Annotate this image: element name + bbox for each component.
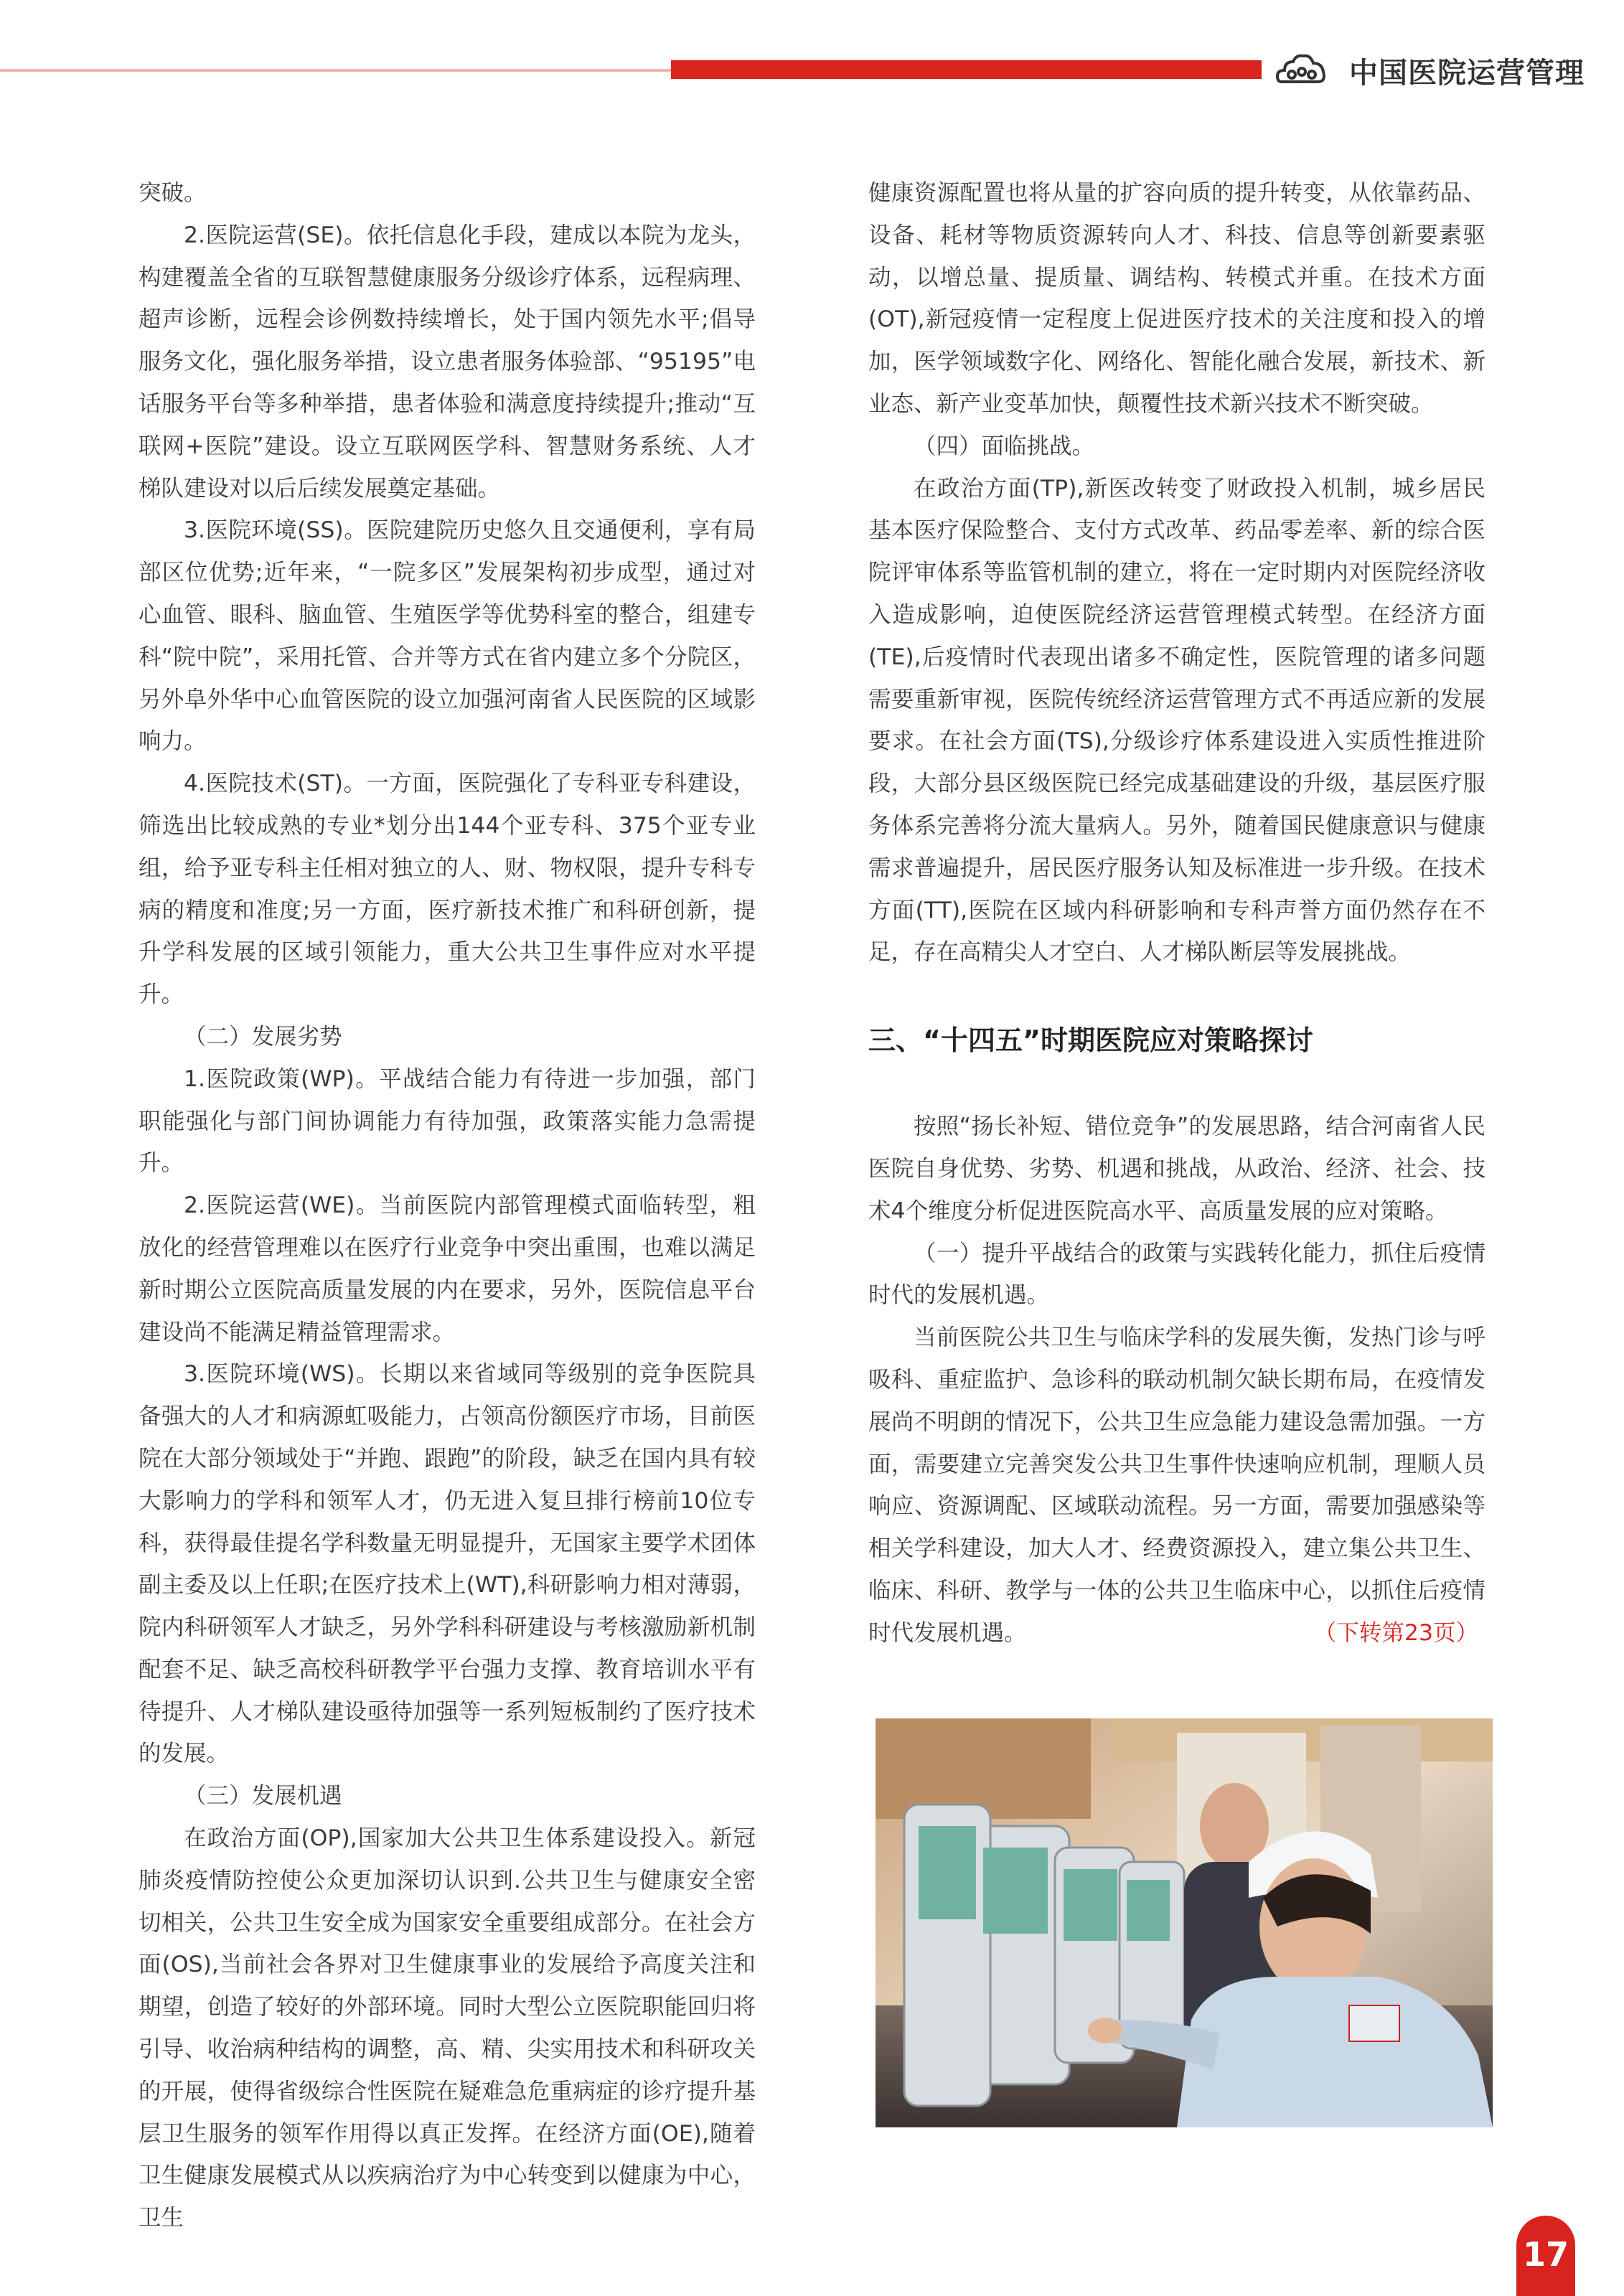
paragraph: 健康资源配置也将从量的扩容向质的提升转变，从依靠药品、设备、耗材等物质资源转向人才、科技、信息等创新要素驱动，以增总量、提质量、调结构、转模式并重。在技术方面(OT),新冠疫情一定程度上促进医疗技术的关注度和投入的增加，医学领域数字化、网络化、智能化融合发展，新技术、新业态、新产业变革加快，颠覆性技术新兴技术不断突破。 (868, 180, 1485, 417)
cloud-logo-icon (1276, 50, 1326, 89)
paragraph: 在政治方面(TP),新医改转变了财政投入机制，城乡居民基本医疗保险整合、支付方式改革、药品零差率、新的综合医院评审体系等监管机制的建立，将在一定时期内对医院经济收入造成影响，迫使医院经济运营管理模式转型。在经济方面(TE),后疫情时代表现出诸多不确定性，医院管理的诸多问题需要重新审视，医院传统经济运营管理方式不再适应新的发展要求。在社会方面(TS),分级诊疗体系建设进入实质性推进阶段，大部分县区级医院已经完成基础建设的升级，基层医疗服务体系完善将分流大量病人。另外，随着国民健康意识与健康需求普遍提升，居民医疗服务认知及标准进一步升级。在技术方面(TT),医院在区域内科研影响和专科声誉方面仍然存在不足，存在高精尖人才空白、人才梯队断层等发展挑战。 (868, 475, 1485, 966)
paragraph (868, 1317, 1485, 1654)
right-column (868, 172, 1485, 1655)
paragraph: 3.医院环境(SS)。医院建院历史悠久且交通便利，享有局部区位优势;近年来，“一院多区”发展架构初步成型，通过对心血管、眼科、脑血管、生殖医学等优势科室的整合，组建专科“院中院”，采用托管、合并等方式在省内建立多个分院区，另外阜外华中心血管医院的设立加强河南省人民医院的区域影响力。 (139, 517, 756, 755)
paragraph: （一）提升平战结合的政策与实践转化能力，抓住后疫情时代的发展机遇。 (868, 1240, 1485, 1309)
journal-title: 中国医院运营管理 (1349, 57, 1585, 90)
section-title: 三、“十四五”时期医院应对策略探讨 (868, 1025, 1313, 1057)
subheading: （二）发展劣势 (184, 1023, 342, 1050)
paragraph: 3.医院环境(WS)。长期以来省域同等级别的竞争医院具备强大的人才和病源虹吸能力，占领高份额医疗市场，目前医院在大部分领域处于“并跑、跟跑”的阶段，缺乏在国内具有较大影响力的学科和领军人才，仍无进入复旦排行榜前10位专科，获得最佳提名学科数量无明显提升，无国家主要学术团体副主委及以上任职;在医疗技术上(WT),科研影响力相对薄弱，院内科研领军人才缺乏，另外学科科研建设与考核激励新机制配套不足、缺乏高校科研教学平台强力支撑、教育培训水平有待提升、人才梯队建设亟待加强等一系列短板制约了医疗技术的发展。 (139, 1361, 756, 1767)
header-rule-thick (671, 60, 1262, 79)
paragraph: 按照“扬长补短、错位竞争”的发展思路，结合河南省人民医院自身优势、劣势、机遇和挑战，从政治、经济、社会、技术4个维度分析促进医院高水平、高质量发展的应对策略。 (868, 1114, 1485, 1224)
paragraph: 4.医院技术(ST)。一方面，医院强化了专科亚专科建设，筛选出比较成熟的专业*划分出144个亚专科、375个亚专业组，给予亚专科主任相对独立的人、财、物权限，提升专科专病的精度和准度;另一方面，医疗新技术推广和科研创新，提升学科发展的区域引领能力，重大公共卫生事件应对水平提升。 (139, 771, 756, 1008)
paragraph: 突破。 (139, 180, 207, 206)
continued-note: （下转第23页） (1313, 1619, 1478, 1646)
paragraph: 1.医院政策(WP)。平战结合能力有待进一步加强，部门职能强化与部门间协调能力有待加强，政策落实能力急需提升。 (139, 1065, 756, 1177)
paragraph-text: 当前医院公共卫生与临床学科的发展失衡，发热门诊与呼吸科、重症监护、急诊科的联动机制欠缺长期布局，在疫情发展尚不明朗的情况下，公共卫生应急能力建设急需加强。一方面，需要建立完善突发公共卫生事件快速响应机制，理顺人员响应、资源调配、区域联动流程。另一方面，需要加强感染等相关学科建设，加大人才、经费资源投入，建立集公共卫生、临床、科研、教学与一体的公共卫生临床中心，以抓住后疫情时代发展机遇。 (868, 1325, 1485, 1646)
paragraph: 2.医院运营(SE)。依托信息化手段，建成以本院为龙头，构建覆盖全省的互联智慧健康服务分级诊疗体系，远程病理、超声诊断，远程会诊例数持续增长，处于国内领先水平;倡导服务文化，强化服务举措，设立患者服务体验部、“95195”电话服务平台等多种举措，患者体验和满意度持续提升;推动“互联网+医院”建设。设立互联网医学科、智慧财务系统、人才梯队建设对以后后续发展奠定基础。 (139, 222, 756, 502)
subheading: （四）面临挑战。 (914, 433, 1095, 459)
page-number: 17 (1516, 2216, 1575, 2296)
subheading: （三）发展机遇 (184, 1783, 342, 1810)
hospital-photo (876, 1718, 1493, 2127)
left-column (139, 172, 756, 2239)
paragraph: 2.医院运营(WE)。当前医院内部管理模式面临转型，粗放化的经营管理难以在医疗行业竞争中突出重围，也难以满足新时期公立医院高质量发展的内在要求，另外，医院信息平台建设尚不能满足精益管理需求。 (139, 1192, 756, 1345)
paragraph: 在政治方面(OP),国家加大公共卫生体系建设投入。新冠肺炎疫情防控使公众更加深切认识到.公共卫生与健康安全密切相关，公共卫生安全成为国家安全重要组成部分。在社会方面(OS),当前社会各界对卫生健康事业的发展给予高度关注和期望，创造了较好的外部环境。同时大型公立医院职能回归将引导、收治病种结构的调整，高、精、尖实用技术和科研攻关的开展，使得省级综合性医院在疑难急危重病症的诊疗提升基层卫生服务的领军作用得以真正发挥。在经济方面(OE),随着卫生健康发展模式从以疾病治疗为中心转变到以健康为中心，卫生 (139, 1825, 756, 2231)
header-rule-thin (0, 69, 671, 72)
